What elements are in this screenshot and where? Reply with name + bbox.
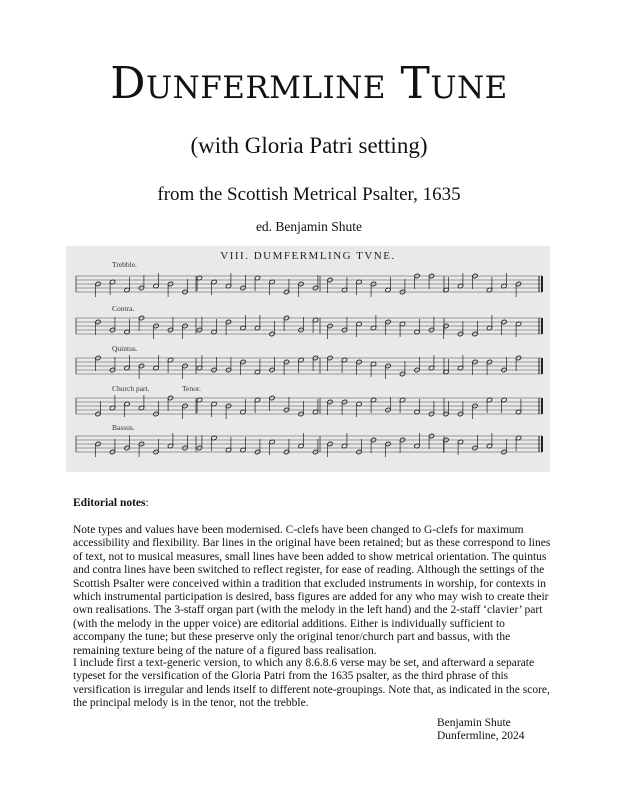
notes-heading-colon: : bbox=[145, 497, 149, 509]
part-label-church-part: Church part. bbox=[112, 384, 150, 393]
signature-block bbox=[437, 717, 525, 744]
notes-paragraph-1: Note types and values have been modernised. C-clefs have been changed to G-clefs for maximum accessibility and flexibility. Bar lines in the original have been retained; but as these correspond to lines of text, not to musical measures, small lines have been added to show metrical orientation. The quintus and contra lines have been switched to reflect register, for ease of reading. Although the settings of the Scottish Psalter were conceived within a tradition that excluded instruments in worship, for contexts in which instrumental participation is desired, bass figures are added for any who may wish to create their own realisations. The 3-staff organ part (with the melody in the left hand) and the 2-staff ‘clavier’ part (with the melody in the upper voice) are editorial additions. Either is individually sufficient to accompany the tune; but these preserve only the original tenor/church part and bassus, with the remaining texture being of the nature of a figured bass realisation. bbox=[73, 524, 551, 657]
page-title: Dunfermline Tune bbox=[110, 58, 508, 109]
signature-name: Benjamin Shute bbox=[437, 717, 511, 729]
score-heading: VIII. DUMFERMLING TVNE. bbox=[220, 250, 396, 262]
part-label-tenor: Tenor. bbox=[182, 384, 201, 393]
notes-heading-label: Editorial notes bbox=[73, 497, 146, 509]
staves-group bbox=[76, 273, 542, 457]
page-subtitle: (with Gloria Patri setting) bbox=[190, 133, 428, 158]
notes-paragraph-2: I include first a text-generic version, to which any 8.6.8.6 verse may be set, and afterward a separate typeset for the versification of the Gloria Patri from the 1635 psalter, as the third phrase of this versification is irregular and lends itself to different note-groupings. Note that, as indicated in the score, the principal melody is in the tenor, not the trebble. bbox=[73, 657, 550, 710]
editor-line: ed. Benjamin Shute bbox=[255, 219, 363, 234]
source-line: from the Scottish Metrical Psalter, 1635 bbox=[157, 184, 461, 205]
signature-place-date: Dunfermline, 2024 bbox=[437, 730, 525, 743]
score-facsimile-image bbox=[66, 246, 550, 472]
part-label-contra: Contra. bbox=[112, 304, 135, 313]
part-label-bassus: Bassus. bbox=[112, 423, 135, 432]
part-label-quintus: Quintus. bbox=[112, 344, 138, 353]
score-engraving bbox=[66, 246, 550, 472]
part-label-trebble: Trebble. bbox=[112, 260, 137, 269]
notes-heading bbox=[73, 497, 149, 509]
